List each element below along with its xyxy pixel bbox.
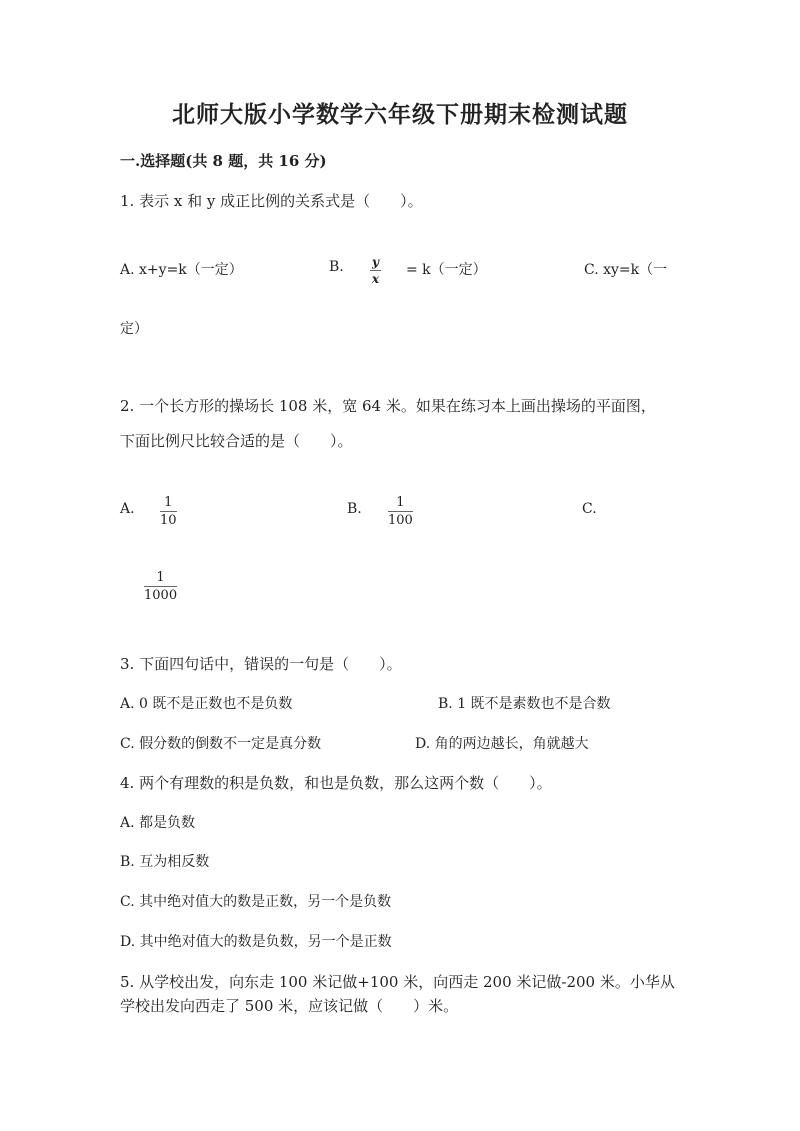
question-4-option-b: B. 互为相反数 (120, 854, 210, 870)
question-5-text-line2: 学校出发向西走了 500 米，应该记做（ ）米。 (120, 997, 459, 1015)
fraction-numerator: y (372, 255, 379, 269)
question-2-option-c-label: C. (582, 501, 597, 517)
question-2-option-b-label: B. (347, 501, 362, 517)
question-3-text: 3. 下面四句话中，错误的一句是（ ）。 (120, 655, 402, 673)
fraction-denominator: x (371, 272, 380, 286)
question-2-option-b-fraction (388, 496, 413, 527)
question-2-text-line1: 2. 一个长方形的操场长 108 米，宽 64 米。如果在练习本上画出操场的平面图， (120, 397, 656, 415)
question-5-text-line1: 5. 从学校出发，向东走 100 米记做+100 米，向西走 200 米记做-200 米。小华从 (120, 973, 675, 991)
question-1-option-b-label: B. (329, 259, 344, 275)
fraction-numerator: 1 (164, 495, 173, 510)
question-1-option-b-fraction (370, 256, 381, 285)
section-heading: 一.选择题(共 8 题，共 16 分) (120, 152, 327, 170)
question-3-option-a: A. 0 既不是正数也不是负数 (120, 696, 293, 712)
question-3-option-d: D. 角的两边越长，角就越大 (415, 736, 589, 752)
page-title: 北师大版小学数学六年级下册期末检测试题 (172, 101, 628, 128)
question-4-option-d: D. 其中绝对值大的数是负数，另一个是正数 (120, 934, 392, 950)
question-4-option-a: A. 都是负数 (120, 815, 196, 831)
fraction-denominator: 100 (388, 513, 413, 528)
question-3-option-c: C. 假分数的倒数不一定是真分数 (120, 736, 322, 752)
question-1-option-b-text: = k（一定） (406, 262, 487, 278)
question-4-text: 4. 两个有理数的积是负数，和也是负数，那么这两个数（ ）。 (120, 774, 552, 792)
question-3-option-b: B. 1 既不是素数也不是合数 (438, 696, 611, 712)
question-1-text: 1. 表示 x 和 y 成正比例的关系式是（ ）。 (120, 192, 423, 210)
question-2-option-a-fraction (160, 496, 177, 527)
fraction-numerator: 1 (396, 495, 405, 510)
question-4-option-c: C. 其中绝对值大的数是正数，另一个是负数 (120, 894, 392, 910)
question-2-text-line2: 下面比例尺比较合适的是（ ）。 (120, 432, 353, 450)
question-2-option-c-fraction (144, 571, 177, 602)
fraction-denominator: 1000 (144, 588, 178, 603)
question-1-option-c-continued: 定） (120, 321, 148, 337)
fraction-numerator: 1 (156, 570, 165, 585)
question-1-option-a: A. x+y=k（一定） (120, 262, 243, 278)
question-2-option-a-label: A. (120, 501, 135, 517)
question-1-option-c: C. xy=k（一 (584, 262, 668, 278)
fraction-denominator: 10 (160, 513, 177, 528)
